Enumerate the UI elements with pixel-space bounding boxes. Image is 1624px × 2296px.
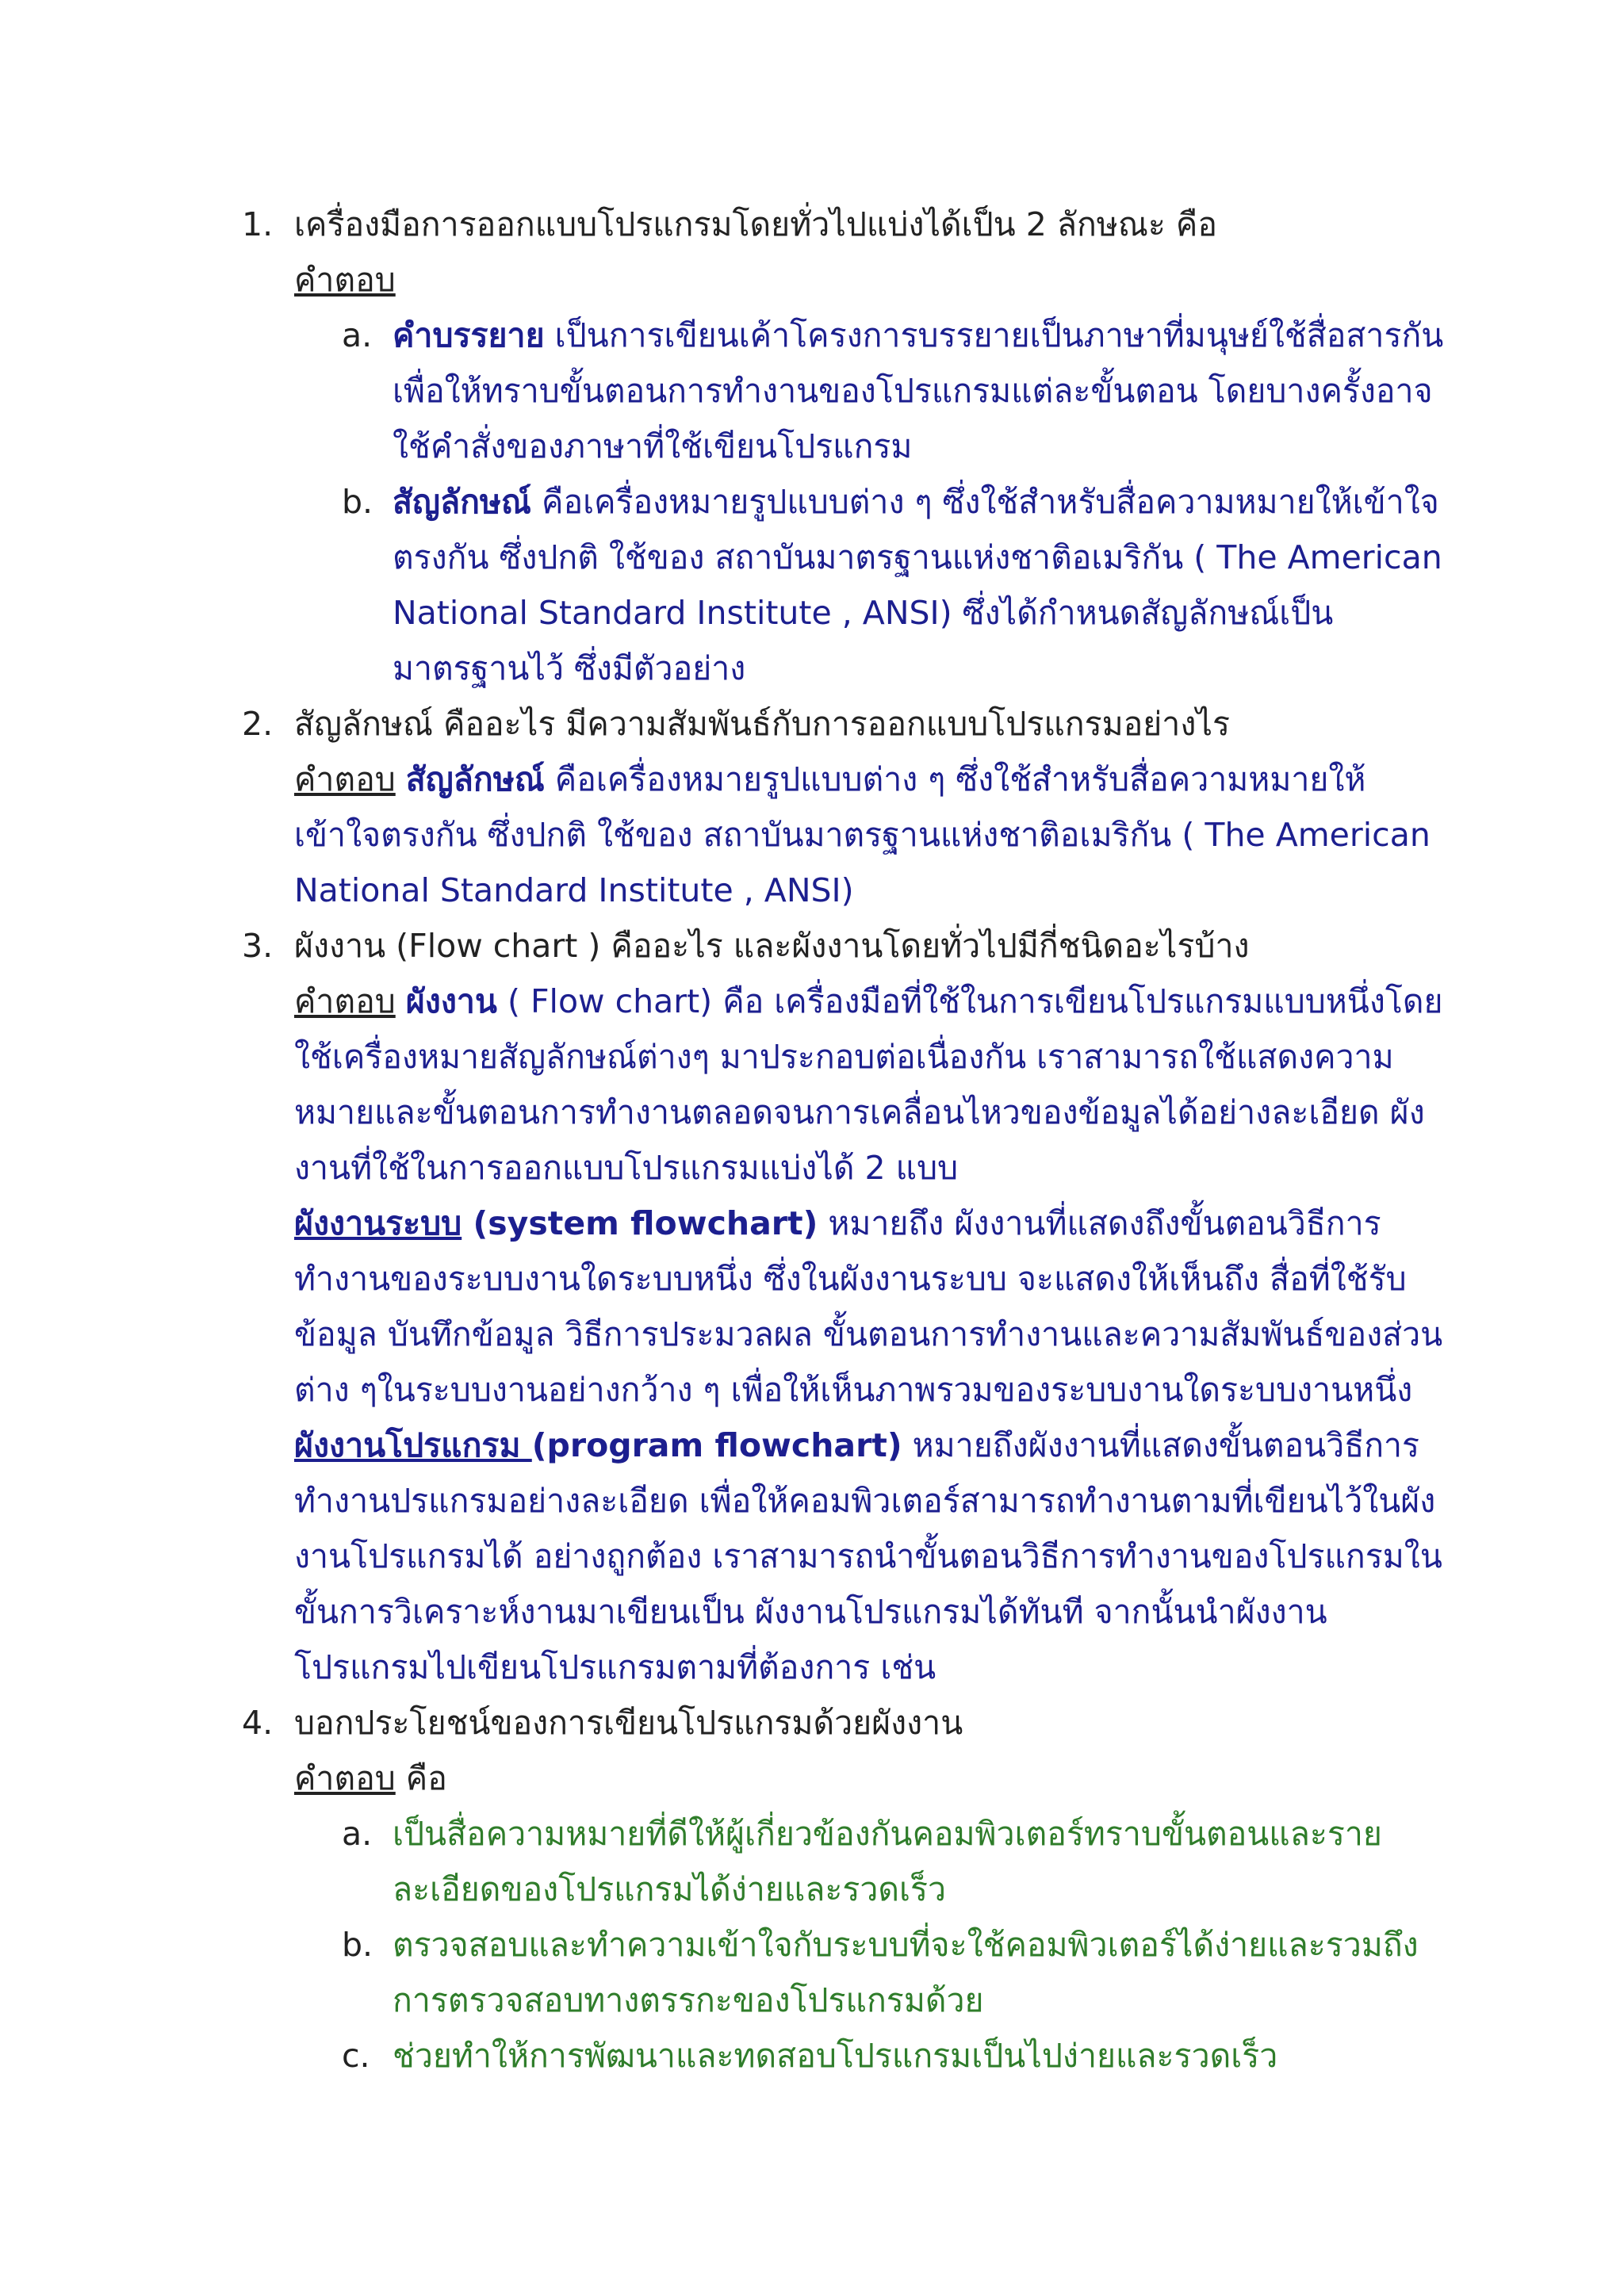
- type-text: หมายถึง ผังงานที่แสดงถึงขั้นตอนวิธีการทำงานของระบบงานใดระบบหนึ่ง ซึ่งในผังงานระบบ จะแสดงให้เห็นถึง สื่อที่ใช้รับข้อมูล บันทึกข้อมูล วิธีการประมวลผล ขั้นตอนการทำงานและความสัมพันธ์ของส่วนต่าง ๆในระบบงานอย่างกว้าง ๆ เพื่อให้เห็นภาพรวมของระบบงานใดระบบงานหนึ่ง: [294, 1204, 1443, 1409]
- answer-label: คำตอบ: [294, 982, 396, 1020]
- item-term: คำบรรยาย: [393, 316, 545, 354]
- question-number: 2.: [242, 705, 274, 743]
- document-content: [242, 197, 1447, 2084]
- question-number: 1.: [242, 205, 274, 243]
- type-text: หมายถึงผังงานที่แสดงขั้นตอนวิธีการทำงานปรแกรมอย่างละเอียด เพื่อให้คอมพิวเตอร์สามารถทำงานตามที่เขียนไว้ในผังงานโปรแกรมได้ อย่างถูกต้อง เราสามารถนำขั้นตอนวิธีการทำงานของโปรแกรมในขั้นการวิเคราะห์งานมาเขียนเป็น ผังงานโปรแกรมได้ทันที จากนั้นนำผังงานโปรแกรมไปเขียนโปรแกรมตามที่ต้องการ เช่น: [294, 1426, 1442, 1686]
- item-text: ตรวจสอบและทำความเข้าใจกับระบบที่จะใช้คอมพิวเตอร์ได้ง่ายและรวมถึงการตรวจสอบทางตรรกะของโปรแกรมด้วย: [393, 1926, 1419, 2019]
- flowchart-type-system: [294, 1196, 1447, 1418]
- answer-item-b: [294, 474, 1447, 696]
- question-text: เครื่องมือการออกแบบโปรแกรมโดยทั่วไปแบ่งได้เป็น 2 ลักษณะ คือ: [294, 205, 1217, 243]
- answer-suffix: คือ: [395, 1759, 447, 1797]
- question-4: [242, 1695, 1447, 2084]
- item-text: เป็นการเขียนเค้าโครงการบรรยายเป็นภาษาที่มนุษย์ใช้สื่อสารกัน เพื่อให้ทราบขั้นตอนการทำงานของโปรแกรมแต่ละขั้นตอน โดยบางครั้งอาจใช้คำสั่งของภาษาที่ใช้เขียนโปรแกรม: [393, 316, 1444, 465]
- answer-label: คำตอบ: [294, 261, 396, 299]
- answer-label: คำตอบ: [294, 760, 396, 798]
- answer-label: คำตอบ: [294, 1759, 396, 1797]
- answer-item-c: [294, 2028, 1447, 2084]
- question-2: [242, 696, 1447, 918]
- type-english: (system flowchart): [462, 1204, 818, 1242]
- question-3: [242, 918, 1447, 1695]
- item-label: b.: [342, 1926, 373, 1964]
- type-term: ผังงานโปรแกรม: [294, 1426, 532, 1464]
- answer-item-a: [294, 1806, 1447, 1917]
- question-number: 3.: [242, 927, 274, 965]
- answer-item-a: [294, 308, 1447, 474]
- flowchart-type-program: [294, 1418, 1447, 1695]
- type-term: ผังงานระบบ: [294, 1204, 462, 1242]
- answer-item-b: [294, 1917, 1447, 2028]
- type-english: (program flowchart): [531, 1426, 902, 1464]
- question-1: [242, 197, 1447, 696]
- item-label: a.: [342, 1815, 373, 1853]
- question-text: สัญลักษณ์ คืออะไร มีความสัมพันธ์กับการออกแบบโปรแกรมอย่างไร: [294, 705, 1230, 743]
- answer-paragraph: [294, 752, 1447, 918]
- item-text: คือเครื่องหมายรูปแบบต่าง ๆ ซึ่งใช้สำหรับสื่อความหมายให้เข้าใจตรงกัน ซึ่งปกติ ใช้ของ สถาบันมาตรฐานแห่งชาติอเมริกัน ( The American National Standard Institute , ANSI) ซึ่งได้กำหนดสัญลักษณ์เป็นมาตรฐานไว้ ซึ่งมีตัวอย่าง: [393, 483, 1442, 687]
- question-text: บอกประโยชน์ของการเขียนโปรแกรมด้วยผังงาน: [294, 1704, 963, 1742]
- answer-text: คือเครื่องหมายรูปแบบต่าง ๆ ซึ่งใช้สำหรับสื่อความหมายให้เข้าใจตรงกัน ซึ่งปกติ ใช้ของ สถาบันมาตรฐานแห่งชาติอเมริกัน ( The American National Standard Institute , ANSI): [294, 760, 1431, 909]
- answer-paragraph: [294, 974, 1447, 1196]
- item-text: เป็นสื่อความหมายที่ดีให้ผู้เกี่ยวข้องกันคอมพิวเตอร์ทราบขั้นตอนและรายละเอียดของโปรแกรมได้ง่ายและรวดเร็ว: [393, 1815, 1382, 1908]
- item-label: a.: [342, 316, 373, 354]
- item-label: c.: [342, 2037, 370, 2075]
- item-text: ช่วยทำให้การพัฒนาและทดสอบโปรแกรมเป็นไปง่ายและรวดเร็ว: [393, 2037, 1278, 2075]
- item-term: สัญลักษณ์: [393, 483, 531, 521]
- item-label: b.: [342, 483, 373, 521]
- answer-text: ( Flow chart) คือ เครื่องมือที่ใช้ในการเขียนโปรแกรมแบบหนึ่งโดยใช้เครื่องหมายสัญลักษณ์ต่างๆ มาประกอบต่อเนื่องกัน เราสามารถใช้แสดงความหมายและขั้นตอนการทำงานตลอดจนการเคลื่อนไหวของข้อมูลได้อย่างละเอียด ผังงานที่ใช้ในการออกแบบโปรแกรมแบ่งได้ 2 แบบ: [294, 982, 1443, 1187]
- question-number: 4.: [242, 1704, 274, 1742]
- answer-term: สัญลักษณ์: [405, 760, 545, 798]
- question-text: ผังงาน (Flow chart ) คืออะไร และผังงานโดยทั่วไปมีกี่ชนิดอะไรบ้าง: [294, 927, 1250, 965]
- answer-term: ผังงาน: [405, 982, 497, 1020]
